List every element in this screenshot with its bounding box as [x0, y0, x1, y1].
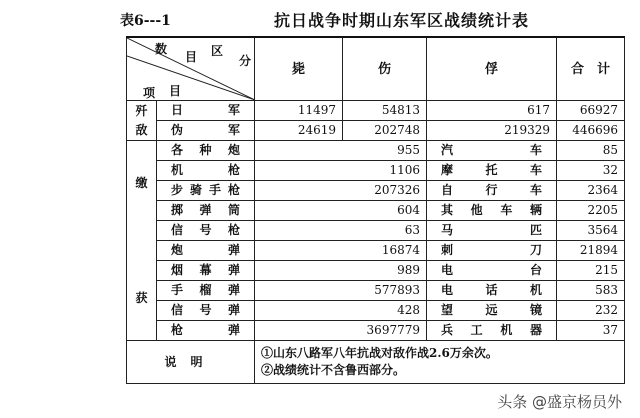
table-row [127, 321, 625, 341]
cell-right-value: 2205 [557, 201, 625, 221]
row-label: 步骑手枪 [157, 181, 255, 201]
cell-wound: 54813 [343, 101, 427, 121]
cell-left-value: 3697779 [255, 321, 427, 341]
cell-right-value: 85 [557, 141, 625, 161]
col-header-total: 合 计 [557, 37, 625, 101]
cell-left-value: 428 [255, 301, 427, 321]
row-label-right: 电 台 [427, 261, 557, 281]
row-label: 各种炮 [157, 141, 255, 161]
table-row [127, 281, 625, 301]
corner-word-6: 目 [169, 84, 182, 98]
row-label: 烟幕弹 [157, 261, 255, 281]
row-label: 信号弹 [157, 301, 255, 321]
table-row [127, 301, 625, 321]
cell-left-value: 989 [255, 261, 427, 281]
cell-left-value: 604 [255, 201, 427, 221]
row-label-right: 摩托车 [427, 161, 557, 181]
row-label-right: 其他车辆 [427, 201, 557, 221]
table-row [127, 241, 625, 261]
table-title: 抗日战争时期山东军区战绩统计表 [274, 11, 530, 30]
cell-right-value: 232 [557, 301, 625, 321]
title-row [0, 6, 640, 32]
cell-right-value: 583 [557, 281, 625, 301]
table-row [127, 121, 625, 141]
row-label: 日 军 [157, 101, 255, 121]
cell-total: 446696 [557, 121, 625, 141]
table-number: 表6---1 [120, 13, 171, 29]
row-label-right: 望远镜 [427, 301, 557, 321]
row-label: 伪 军 [157, 121, 255, 141]
row-label-right: 汽 车 [427, 141, 557, 161]
stats-table [126, 36, 625, 384]
col-header-kill: 毙 [255, 37, 343, 101]
row-label: 掷弹筒 [157, 201, 255, 221]
table-row [127, 101, 625, 121]
side-label-huo: 获 [135, 290, 148, 305]
side-label-jiandi: 歼敌 [127, 101, 157, 141]
cell-wound: 202748 [343, 121, 427, 141]
corner-word-1: 数 [155, 42, 168, 56]
corner-word-5: 项 [143, 86, 156, 100]
row-label-right: 电话机 [427, 281, 557, 301]
row-label-right: 刺 刀 [427, 241, 557, 261]
cell-total: 66927 [557, 101, 625, 121]
cell-captured: 219329 [427, 121, 557, 141]
cell-right-value: 21894 [557, 241, 625, 261]
watermark: 头条 @盛京杨员外 [497, 393, 622, 411]
row-label: 信号枪 [157, 221, 255, 241]
row-label-right: 自行车 [427, 181, 557, 201]
header-row [127, 37, 625, 101]
table-row [127, 201, 625, 221]
table-row [127, 221, 625, 241]
cell-kill: 11497 [255, 101, 343, 121]
notes-row [127, 341, 625, 384]
note-line-2: ②战绩统计不含鲁西部分。 [261, 363, 406, 377]
side-label-jiaohuo [127, 141, 157, 341]
cell-right-value: 2364 [557, 181, 625, 201]
table-row [127, 161, 625, 181]
corner-word-3: 区 [211, 44, 224, 58]
header-corner [127, 37, 255, 101]
row-label: 手榴弹 [157, 281, 255, 301]
table-row [127, 181, 625, 201]
side-label-jiao: 缴 [135, 175, 148, 190]
col-header-wound: 伤 [343, 37, 427, 101]
notes-label: 说明 [127, 341, 255, 384]
cell-right-value: 215 [557, 261, 625, 281]
cell-left-value: 63 [255, 221, 427, 241]
table-row [127, 141, 625, 161]
col-header-captured: 俘 [427, 37, 557, 101]
cell-left-value: 1106 [255, 161, 427, 181]
cell-captured: 617 [427, 101, 557, 121]
cell-kill: 24619 [255, 121, 343, 141]
cell-right-value: 37 [557, 321, 625, 341]
corner-word-2: 目 [185, 50, 198, 64]
cell-right-value: 32 [557, 161, 625, 181]
row-label-right: 兵工机器 [427, 321, 557, 341]
cell-right-value: 3564 [557, 221, 625, 241]
table-row [127, 261, 625, 281]
notes-content [255, 341, 625, 384]
cell-left-value: 16874 [255, 241, 427, 261]
row-label-right: 马 匹 [427, 221, 557, 241]
row-label: 炮 弹 [157, 241, 255, 261]
cell-left-value: 207326 [255, 181, 427, 201]
cell-left-value: 955 [255, 141, 427, 161]
cell-left-value: 577893 [255, 281, 427, 301]
stats-table-frame [126, 36, 624, 396]
row-label: 枪 弹 [157, 321, 255, 341]
corner-word-4: 分 [239, 54, 252, 68]
note-line-1: ①山东八路军八年抗战对敌作战2.6万余次。 [261, 346, 498, 360]
row-label: 机 枪 [157, 161, 255, 181]
